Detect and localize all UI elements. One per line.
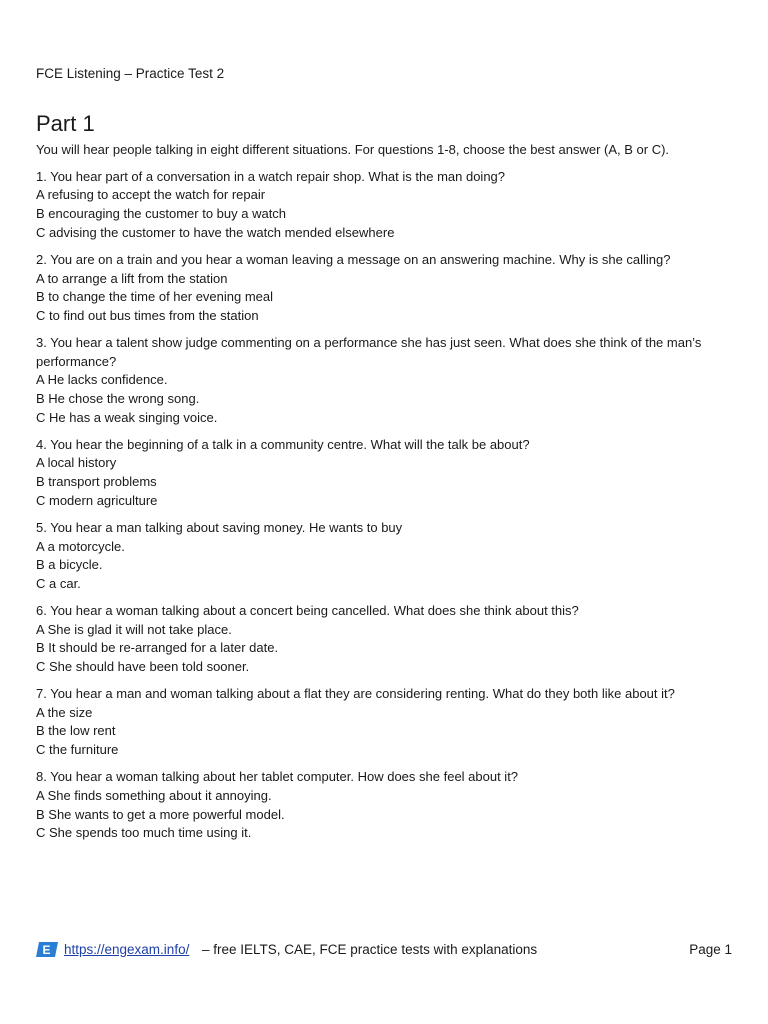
option-b: B He chose the wrong song. bbox=[36, 391, 200, 407]
svg-text:E: E bbox=[42, 943, 51, 957]
option-b: B It should be re-arranged for a later date. bbox=[36, 640, 279, 656]
option-a: A local history bbox=[36, 455, 117, 471]
option-c: C She spends too much time using it. bbox=[36, 825, 252, 841]
part-content bbox=[36, 141, 736, 851]
option-a: A She finds something about it annoying. bbox=[36, 787, 272, 803]
option-c: C advising the customer to have the watch mended elsewhere bbox=[36, 224, 395, 240]
question-text: 4. You hear the beginning of a talk in a community centre. What will the talk be about? bbox=[36, 436, 530, 452]
option-a: A refusing to accept the watch for repair bbox=[36, 187, 266, 203]
option-b: B transport problems bbox=[36, 474, 157, 490]
engexam-logo-icon bbox=[36, 942, 58, 957]
page-number: Page 1 bbox=[689, 942, 732, 957]
option-b: B a bicycle. bbox=[36, 557, 103, 573]
question-4 bbox=[36, 436, 736, 511]
question-6 bbox=[36, 602, 736, 677]
question-text: 8. You hear a woman talking about her tablet computer. How does she feel about it? bbox=[36, 769, 519, 785]
document-header: FCE Listening – Practice Test 2 bbox=[36, 66, 225, 81]
option-b: B to change the time of her evening meal bbox=[36, 289, 274, 305]
option-b: B encouraging the customer to buy a watch bbox=[36, 206, 287, 222]
option-a: A the size bbox=[36, 704, 93, 720]
question-7 bbox=[36, 685, 736, 760]
question-text: 6. You hear a woman talking about a concert being cancelled. What does she think about this? bbox=[36, 602, 579, 618]
option-c: C to find out bus times from the station bbox=[36, 307, 259, 323]
option-c: C modern agriculture bbox=[36, 492, 158, 508]
engexam-link[interactable]: https://engexam.info/ bbox=[64, 942, 190, 957]
option-c: C He has a weak singing voice. bbox=[36, 409, 218, 425]
part-title: Part 1 bbox=[36, 111, 95, 136]
option-c: C a car. bbox=[36, 575, 81, 591]
question-text: 5. You hear a man talking about saving money. He wants to buy bbox=[36, 519, 403, 535]
question-text: 1. You hear part of a conversation in a watch repair shop. What is the man doing? bbox=[36, 168, 506, 184]
option-b: B She wants to get a more powerful model. bbox=[36, 806, 285, 822]
question-5 bbox=[36, 519, 736, 594]
question-8 bbox=[36, 768, 736, 843]
option-b: B the low rent bbox=[36, 723, 116, 739]
question-text: 3. You hear a talent show judge commenting on a performance she has just seen. What does she think of the man’s performance? bbox=[36, 334, 702, 369]
option-c: C the furniture bbox=[36, 742, 119, 758]
part-instructions: You will hear people talking in eight different situations. For questions 1-8, choose the best answer (A, B or C). bbox=[36, 142, 670, 157]
option-a: A She is glad it will not take place. bbox=[36, 621, 232, 637]
option-a: A a motorcycle. bbox=[36, 538, 125, 554]
option-a: A He lacks confidence. bbox=[36, 372, 168, 388]
page-footer bbox=[36, 940, 732, 960]
option-c: C She should have been told sooner. bbox=[36, 659, 250, 675]
question-text: 7. You hear a man and woman talking about a flat they are considering renting. What do they both like about it? bbox=[36, 686, 675, 702]
question-text: 2. You are on a train and you hear a woman leaving a message on an answering machine. Why is she calling? bbox=[36, 251, 671, 267]
question-2 bbox=[36, 251, 736, 326]
option-a: A to arrange a lift from the station bbox=[36, 270, 228, 286]
question-1 bbox=[36, 168, 736, 243]
footer-tagline: – free IELTS, CAE, FCE practice tests with explanations bbox=[202, 942, 538, 957]
question-3 bbox=[36, 334, 736, 428]
